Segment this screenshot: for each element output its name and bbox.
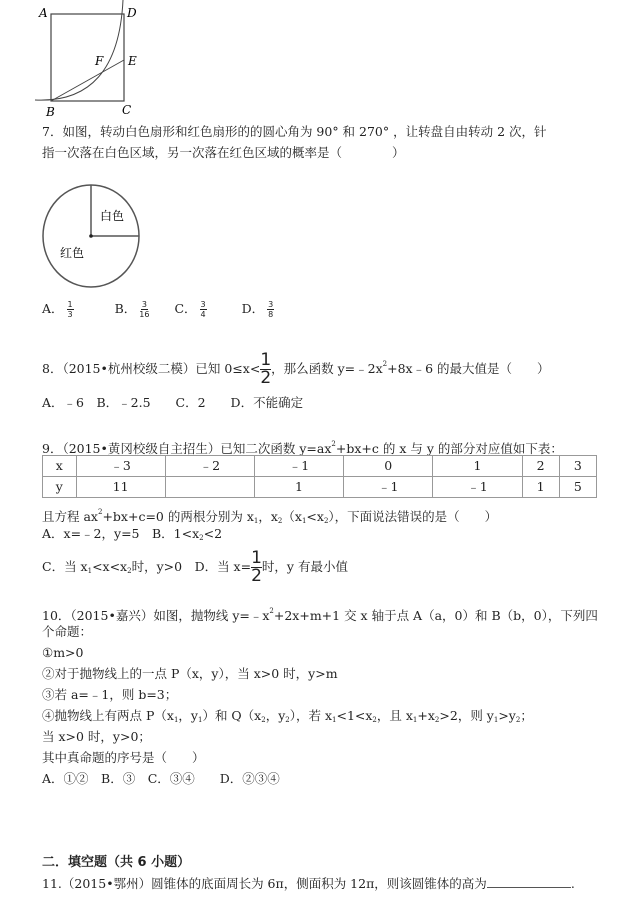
text: 且方程 ax xyxy=(42,509,98,524)
label-c: C xyxy=(122,103,132,117)
text: . xyxy=(570,876,575,891)
num: 3 xyxy=(268,300,274,309)
table-cell: ﹣1 xyxy=(344,477,433,498)
text: <x<x xyxy=(92,559,128,574)
table-cell: ﹣2 xyxy=(165,456,254,477)
sub: 2 xyxy=(277,517,283,525)
sub: 1 xyxy=(301,517,307,525)
text: ）和 Q（x xyxy=(202,708,262,723)
q10-options: A．①② B．③ C．③④ D．②③④ xyxy=(42,771,280,786)
den: 3 xyxy=(67,310,73,319)
sub: 1 xyxy=(493,716,499,724)
label-e: E xyxy=(128,54,137,68)
option-letter: A． xyxy=(42,301,64,316)
text: +bx+c 的 x 与 y 的部分对应值如下表： xyxy=(335,441,563,456)
option-c[interactable] xyxy=(174,300,209,319)
red-label: 红色 xyxy=(60,246,85,260)
den: 2 xyxy=(251,566,262,586)
num: 1 xyxy=(260,350,272,370)
sub: 1 xyxy=(253,517,259,525)
sub: 2 xyxy=(323,517,329,525)
table-cell: 0 xyxy=(344,456,433,477)
option-a[interactable] xyxy=(42,300,77,319)
text: 10．（2015•嘉兴）如图，抛物线 y=﹣x xyxy=(42,608,270,623)
answer-blank[interactable] xyxy=(487,875,571,888)
table-cell: 11 xyxy=(76,477,165,498)
q10-prop2: ②对于抛物线上的一点 P（x，y），当 x>0 时，y>m xyxy=(42,666,338,681)
q10-prop3: ③若 a=﹣1，则 b=3； xyxy=(42,687,178,702)
option-letter: B． xyxy=(114,301,137,316)
q7-line1: 7．如图，转动白色扇形和红色扇形的的圆心角为 90° 和 270° ，让转盘自由转动 2 次，针 xyxy=(42,124,547,139)
text: +x xyxy=(417,708,435,723)
q10-line8: 其中真命题的序号是（ ） xyxy=(42,750,205,765)
text: ），若 x xyxy=(289,708,332,723)
sup: 2 xyxy=(331,440,336,448)
sub: 2 xyxy=(372,716,377,724)
table-cell: 3 xyxy=(559,456,596,477)
q9-value-table xyxy=(42,455,597,498)
table-cell: ﹣3 xyxy=(76,456,165,477)
den: 8 xyxy=(268,310,274,319)
text: <2 xyxy=(203,526,223,541)
label-a: A xyxy=(39,6,48,20)
text: ，那么函数 y=﹣2x xyxy=(271,361,383,376)
label-b: B xyxy=(46,105,55,119)
sub: 2 xyxy=(285,716,290,724)
label-f: F xyxy=(95,54,104,68)
den: 2 xyxy=(260,368,272,388)
q9-options-ab xyxy=(42,526,222,546)
q10-prop1: ①m>0 xyxy=(42,645,84,660)
option-b[interactable] xyxy=(114,300,153,319)
q10-line2: 个命题： xyxy=(42,624,93,639)
sub: 2 xyxy=(261,716,266,724)
text: ； xyxy=(520,708,533,723)
num: 1 xyxy=(251,548,262,568)
table-row-x xyxy=(43,456,597,477)
spinner-figure xyxy=(0,180,160,296)
q10-line7: 当 x>0 时，y>0； xyxy=(42,729,151,744)
text: C．当 x xyxy=(42,559,88,574)
table-row-y xyxy=(43,477,597,498)
text: 9．（2015•黄冈校级自主招生）已知二次函数 y=ax xyxy=(42,441,332,456)
den: 4 xyxy=(200,310,206,319)
white-label: 白色 xyxy=(100,209,125,223)
sub: 2 xyxy=(199,534,204,542)
table-cell xyxy=(165,477,254,498)
sub: 1 xyxy=(173,716,179,724)
sub: 2 xyxy=(127,567,132,575)
q10-line1 xyxy=(42,603,598,624)
sup: 2 xyxy=(97,508,103,516)
table-cell: x xyxy=(43,456,77,477)
q8-stem xyxy=(42,352,550,387)
text: 时，y 有最小值 xyxy=(261,559,348,574)
sup: 2 xyxy=(269,607,274,615)
text: >y xyxy=(498,708,516,723)
sub: 1 xyxy=(197,716,203,724)
sub: 1 xyxy=(412,716,418,724)
text: （x xyxy=(282,509,302,524)
q10-prop4 xyxy=(42,708,533,728)
q9-stem xyxy=(42,436,563,457)
table-cell: 2 xyxy=(522,456,559,477)
square-arc-figure xyxy=(0,0,200,122)
text: ，y xyxy=(178,708,198,723)
table-cell: 1 xyxy=(522,477,559,498)
q7-line2: 指一次落在白色区域，另一次落在红色区域的概率是（ ） xyxy=(42,145,405,160)
text: ，y xyxy=(265,708,286,723)
text: ④抛物线上有两点 P（x xyxy=(42,708,174,723)
sub: 1 xyxy=(87,567,93,575)
text: +bx+c=0 的两根分别为 x xyxy=(102,509,254,524)
text: +2x+m+1 交 x 轴于点 A（a，0）和 B（b，0），下列四 xyxy=(273,608,598,623)
q9-options-cd xyxy=(42,550,348,585)
sub: 2 xyxy=(515,716,521,724)
table-cell: 1 xyxy=(433,456,522,477)
table-cell: ﹣1 xyxy=(433,477,522,498)
text: <1<x xyxy=(336,708,373,723)
q8-options: A．﹣6 B．﹣2.5 C．2 D．不能确定 xyxy=(42,395,304,410)
sup: 2 xyxy=(382,360,388,368)
num: 3 xyxy=(141,300,147,309)
q7-options xyxy=(42,300,277,319)
text: 时，y>0 D．当 x= xyxy=(131,559,252,574)
text: 8．（2015•杭州校级二模）已知 0≤x< xyxy=(42,361,261,376)
table-cell: 1 xyxy=(254,477,343,498)
text: <x xyxy=(306,509,324,524)
option-letter: C． xyxy=(174,301,197,316)
text: ），下面说法错误的是（ ） xyxy=(328,509,498,524)
label-d: D xyxy=(127,6,137,20)
text: A．x=﹣2，y=5 B．1<x xyxy=(42,526,200,541)
num: 1 xyxy=(67,300,73,309)
den: 16 xyxy=(139,310,150,319)
sub: 1 xyxy=(332,716,337,724)
sub: 2 xyxy=(434,716,440,724)
text: >2，则 y xyxy=(439,708,494,723)
text: ，且 x xyxy=(376,708,413,723)
q11-stem xyxy=(42,875,575,892)
text: ，x xyxy=(258,509,278,524)
section-heading: 二．填空题（共 6 小题） xyxy=(42,855,191,870)
option-letter: D． xyxy=(241,301,265,316)
table-cell: y xyxy=(43,477,77,498)
text: 11.（2015•鄂州）圆锥体的底面周长为 6π，侧面积为 12π，则该圆锥体的高为 xyxy=(42,876,487,891)
table-cell: ﹣1 xyxy=(254,456,343,477)
text: +8x﹣6 的最大值是（ ） xyxy=(387,361,550,376)
table-cell: 5 xyxy=(559,477,596,498)
option-d[interactable] xyxy=(241,300,278,319)
num: 3 xyxy=(200,300,206,309)
